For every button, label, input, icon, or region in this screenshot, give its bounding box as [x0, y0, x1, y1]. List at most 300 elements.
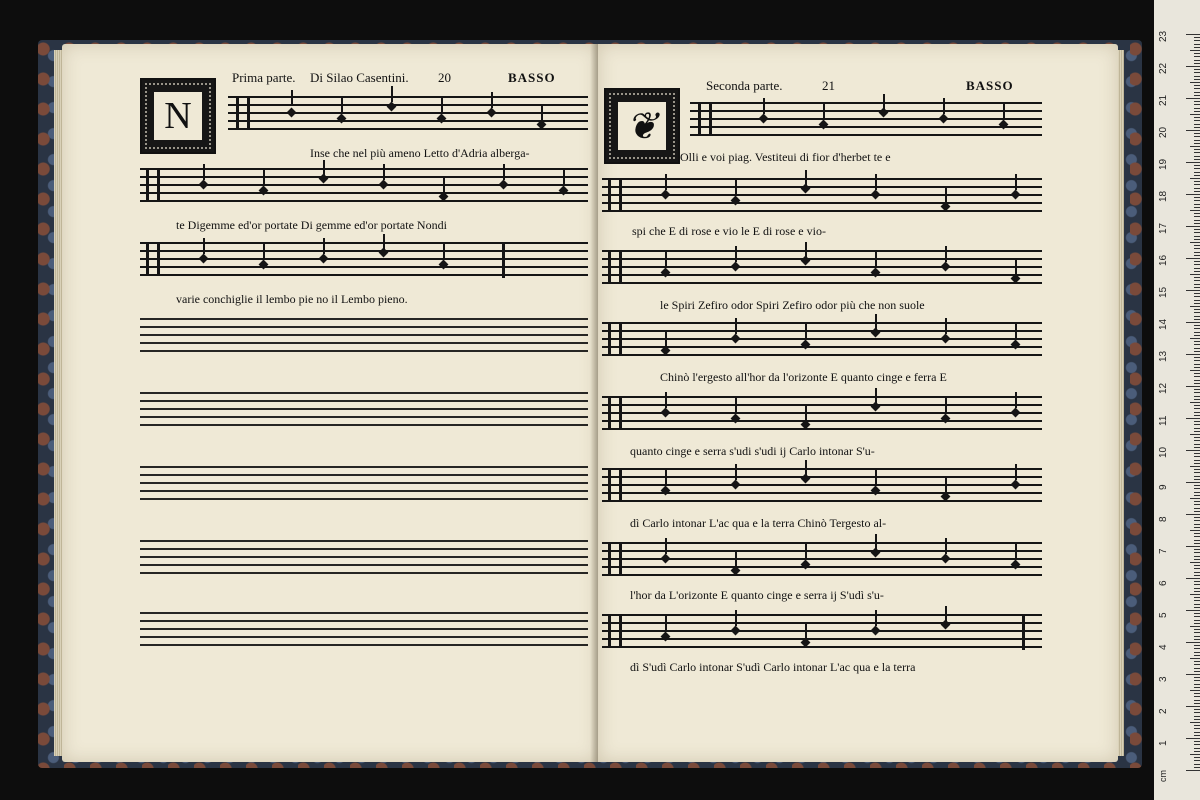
ruler-tick: [1194, 511, 1200, 512]
ruler-tick: [1194, 504, 1200, 505]
ruler-number: 15: [1158, 286, 1169, 298]
right-lyric-7: l'hor da L'orizonte E quanto cinge e serra ij S'udì s'u-: [630, 588, 884, 602]
ruler-tick: [1194, 396, 1200, 397]
ruler-tick: [1194, 220, 1200, 221]
ruler-tick: [1190, 338, 1200, 339]
ruler-tick: [1194, 335, 1200, 336]
right-header-title: Seconda parte.: [706, 78, 783, 93]
ruler-tick: [1194, 188, 1200, 189]
ruler-tick: [1194, 495, 1200, 496]
ruler-tick: [1194, 639, 1200, 640]
ruler-tick: [1186, 98, 1200, 99]
ruler-tick: [1194, 360, 1200, 361]
ruler-tick: [1194, 613, 1200, 614]
left-page-edges: [54, 50, 62, 756]
left-header-prefix: Prima parte.: [232, 70, 296, 85]
ruler-tick: [1186, 450, 1200, 451]
ruler-tick: [1194, 415, 1200, 416]
ruler-tick: [1194, 712, 1200, 713]
right-staff-6: [602, 468, 1042, 504]
ruler-number: 4: [1158, 644, 1169, 650]
ruler-tick: [1186, 642, 1200, 643]
ruler-tick: [1194, 565, 1200, 566]
initial-flourish-icon: ❦: [618, 102, 666, 150]
right-page-number: 21: [822, 78, 835, 93]
ruler-tick: [1194, 472, 1200, 473]
ruler-tick: [1186, 706, 1200, 707]
ruler-tick: [1190, 82, 1200, 83]
ruler-tick: [1186, 514, 1200, 515]
ruler-tick: [1194, 175, 1200, 176]
ruler-tick: [1186, 482, 1200, 483]
left-empty-staff-2: [140, 392, 588, 428]
ruler-tick: [1194, 527, 1200, 528]
ruler-tick: [1194, 197, 1200, 198]
initial-letter: N: [154, 92, 202, 140]
ruler-tick: [1186, 546, 1200, 547]
ruler-tick: [1194, 607, 1200, 608]
ruler-tick: [1194, 543, 1200, 544]
ruler-number: 11: [1158, 415, 1169, 426]
right-staff-4: [602, 322, 1042, 358]
ruler-tick: [1190, 722, 1200, 723]
ruler-tick: [1194, 108, 1200, 109]
ruler-tick: [1194, 600, 1200, 601]
ruler-tick: [1194, 364, 1200, 365]
ruler-tick: [1194, 661, 1200, 662]
ruler-number: 19: [1158, 158, 1169, 170]
ruler-tick: [1194, 575, 1200, 576]
ruler-tick: [1194, 748, 1200, 749]
ruler-tick: [1194, 63, 1200, 64]
ruler-tick: [1186, 258, 1200, 259]
ruler-number: 8: [1158, 516, 1169, 522]
ruler-tick: [1194, 485, 1200, 486]
ruler-tick: [1194, 412, 1200, 413]
ruler-tick: [1194, 380, 1200, 381]
ruler-tick: [1194, 716, 1200, 717]
ruler-number: 20: [1158, 126, 1169, 138]
ruler-tick: [1194, 709, 1200, 710]
ruler-tick: [1194, 463, 1200, 464]
clef-icon: [608, 252, 622, 282]
ruler-tick: [1194, 479, 1200, 480]
ruler-tick: [1194, 117, 1200, 118]
ruler-tick: [1194, 296, 1200, 297]
clef-icon: [608, 324, 622, 354]
ruler-tick: [1194, 559, 1200, 560]
right-staff-3: [602, 250, 1042, 286]
ruler-tick: [1194, 581, 1200, 582]
ruler-tick: [1194, 277, 1200, 278]
ruler-tick: [1194, 492, 1200, 493]
ruler-tick: [1190, 626, 1200, 627]
ruler-tick: [1194, 392, 1200, 393]
ruler-tick: [1194, 325, 1200, 326]
ruler-tick: [1186, 66, 1200, 67]
ruler-tick: [1194, 744, 1200, 745]
right-staff-1: [690, 102, 1042, 138]
ruler-tick: [1194, 213, 1200, 214]
left-staff-1: [228, 96, 588, 132]
ruler-number: 10: [1158, 446, 1169, 458]
ruler-tick: [1194, 428, 1200, 429]
ruler-tick: [1194, 136, 1200, 137]
ruler-tick: [1190, 306, 1200, 307]
ruler-number: 14: [1158, 318, 1169, 330]
ruler-tick: [1194, 271, 1200, 272]
ruler-tick: [1194, 280, 1200, 281]
ruler-unit: cm: [1158, 770, 1168, 782]
ruler-tick: [1194, 399, 1200, 400]
ruler-tick: [1194, 460, 1200, 461]
left-lyric-1: Inse che nel più ameno Letto d'Adria alberga-: [310, 146, 530, 160]
ruler-tick: [1194, 405, 1200, 406]
ruler-tick: [1190, 690, 1200, 691]
ruler-tick: [1194, 44, 1200, 45]
ruler-tick: [1194, 287, 1200, 288]
ruler-tick: [1194, 629, 1200, 630]
ruler-tick: [1194, 312, 1200, 313]
right-lyric-1: Olli e voi piag. Vestiteui di fior d'herbet te e: [680, 150, 891, 164]
ruler-tick: [1194, 671, 1200, 672]
ruler-tick: [1194, 140, 1200, 141]
ruler-tick: [1190, 242, 1200, 243]
clef-icon: [608, 398, 622, 428]
right-voice-label: BASSO: [966, 78, 1014, 93]
ruler-tick: [1194, 207, 1200, 208]
ruler-number: 16: [1158, 254, 1169, 266]
ruler-tick: [1194, 357, 1200, 358]
ruler-tick: [1194, 728, 1200, 729]
left-voice-label: BASSO: [508, 70, 556, 85]
ruler-tick: [1194, 95, 1200, 96]
ruler-tick: [1194, 284, 1200, 285]
ruler-tick: [1194, 520, 1200, 521]
ruler-tick: [1194, 424, 1200, 425]
ruler-tick: [1186, 290, 1200, 291]
ruler-tick: [1194, 255, 1200, 256]
ruler-tick: [1194, 741, 1200, 742]
ruler-number: 21: [1158, 94, 1169, 106]
ruler-tick: [1194, 245, 1200, 246]
ruler-tick: [1194, 568, 1200, 569]
ruler-tick: [1186, 194, 1200, 195]
left-lyric-2: te Digemme ed'or portate Di gemme ed'or portate Nondi: [176, 218, 447, 232]
ruler-tick: [1194, 264, 1200, 265]
ruler-tick: [1190, 402, 1200, 403]
ruler-tick: [1194, 344, 1200, 345]
ruler-tick: [1194, 623, 1200, 624]
ruler-tick: [1194, 143, 1200, 144]
ruler-tick: [1194, 588, 1200, 589]
ruler-tick: [1186, 226, 1200, 227]
ruler-tick: [1194, 735, 1200, 736]
ruler-tick: [1194, 88, 1200, 89]
left-staff-3: [140, 242, 588, 278]
left-header-title: Di Silao Casentini.: [310, 70, 409, 85]
left-page-number: 20: [438, 70, 451, 85]
right-lyric-6: dì Carlo intonar L'ac qua e la terra Chinò Tergesto al-: [630, 516, 887, 530]
ruler-tick: [1194, 293, 1200, 294]
ruler-tick: [1194, 456, 1200, 457]
clef-icon: [698, 104, 712, 134]
ruler-tick: [1194, 389, 1200, 390]
ruler-tick: [1194, 677, 1200, 678]
ruler-tick: [1194, 764, 1200, 765]
clef-icon: [146, 244, 160, 274]
ruler-tick: [1194, 408, 1200, 409]
ruler-tick: [1194, 437, 1200, 438]
ruler-tick: [1194, 37, 1200, 38]
ruler-tick: [1186, 418, 1200, 419]
ruler-tick: [1194, 636, 1200, 637]
ruler-tick: [1194, 652, 1200, 653]
ruler-tick: [1194, 453, 1200, 454]
ruler-tick: [1194, 591, 1200, 592]
ruler-number: 22: [1158, 62, 1169, 74]
ruler-tick: [1190, 114, 1200, 115]
ruler-tick: [1194, 447, 1200, 448]
ruler-tick: [1194, 444, 1200, 445]
ruler-tick: [1190, 594, 1200, 595]
ruler-tick: [1190, 466, 1200, 467]
ruler-tick: [1186, 354, 1200, 355]
ruler-tick: [1194, 120, 1200, 121]
ruler-tick: [1190, 754, 1200, 755]
ruler-tick: [1194, 165, 1200, 166]
ruler-tick: [1194, 668, 1200, 669]
ruler-tick: [1194, 536, 1200, 537]
ruler-tick: [1194, 156, 1200, 157]
ruler-tick: [1194, 252, 1200, 253]
ruler-tick: [1194, 236, 1200, 237]
ruler-number: 12: [1158, 382, 1169, 394]
ruler-tick: [1194, 181, 1200, 182]
ruler-tick: [1194, 60, 1200, 61]
ruler-tick: [1194, 476, 1200, 477]
ruler-tick: [1194, 524, 1200, 525]
ruler-number: 6: [1158, 580, 1169, 586]
left-empty-staff-1: [140, 318, 588, 354]
ruler-tick: [1190, 530, 1200, 531]
ruler-tick: [1194, 383, 1200, 384]
right-staff-7: [602, 542, 1042, 578]
ruler-tick: [1194, 239, 1200, 240]
ruler-tick: [1194, 632, 1200, 633]
ruler-tick: [1194, 376, 1200, 377]
ruler-tick: [1194, 604, 1200, 605]
clef-icon: [236, 98, 250, 128]
ruler-tick: [1194, 332, 1200, 333]
ruler-tick: [1194, 300, 1200, 301]
ruler-tick: [1186, 162, 1200, 163]
ruler-number: 3: [1158, 676, 1169, 682]
ruler-tick: [1186, 386, 1200, 387]
ruler-tick: [1194, 261, 1200, 262]
ruler-number: 13: [1158, 350, 1169, 362]
ruler-tick: [1194, 664, 1200, 665]
ruler-tick: [1194, 152, 1200, 153]
ruler-tick: [1194, 72, 1200, 73]
ruler-number: 18: [1158, 190, 1169, 202]
ruler-tick: [1194, 172, 1200, 173]
ruler-tick: [1194, 268, 1200, 269]
ruler-tick: [1194, 767, 1200, 768]
ruler-tick: [1194, 159, 1200, 160]
ruler-number: 5: [1158, 612, 1169, 618]
ruler-tick: [1186, 770, 1200, 771]
ruler-tick: [1190, 658, 1200, 659]
ruler-tick: [1194, 348, 1200, 349]
ruler-tick: [1194, 351, 1200, 352]
ruler-tick: [1194, 76, 1200, 77]
ruler-tick: [1194, 620, 1200, 621]
ruler-tick: [1194, 149, 1200, 150]
ruler-tick: [1194, 680, 1200, 681]
ruler-number: 9: [1158, 484, 1169, 490]
right-lyric-8: dì S'udì Carlo intonar S'udì Carlo intonar L'ac qua e la terra: [630, 660, 916, 674]
decorated-initial-n: [140, 78, 216, 154]
ruler-tick: [1194, 127, 1200, 128]
right-lyric-5: quanto cinge e serra s'udi s'udi ij Carlo intonar S'u-: [630, 444, 875, 458]
ruler-tick: [1186, 130, 1200, 131]
clef-icon: [608, 470, 622, 500]
ruler-tick: [1194, 168, 1200, 169]
ruler-tick: [1194, 719, 1200, 720]
ruler-tick: [1194, 501, 1200, 502]
ruler-tick: [1194, 367, 1200, 368]
clef-icon: [608, 616, 622, 646]
ruler-tick: [1194, 328, 1200, 329]
ruler-tick: [1194, 693, 1200, 694]
ruler-tick: [1194, 303, 1200, 304]
ruler-number: 2: [1158, 708, 1169, 714]
ruler-tick: [1186, 674, 1200, 675]
ruler-tick: [1194, 549, 1200, 550]
ruler-tick: [1194, 56, 1200, 57]
ruler-tick: [1194, 488, 1200, 489]
ruler-tick: [1190, 370, 1200, 371]
ruler-tick: [1194, 572, 1200, 573]
ruler-tick: [1186, 578, 1200, 579]
ruler-tick: [1194, 757, 1200, 758]
ruler-tick: [1190, 210, 1200, 211]
ruler-tick: [1194, 556, 1200, 557]
ruler-tick: [1194, 645, 1200, 646]
ruler-tick: [1194, 533, 1200, 534]
ruler-tick: [1194, 616, 1200, 617]
clef-icon: [146, 170, 160, 200]
left-empty-staff-5: [140, 612, 588, 648]
ruler-tick: [1194, 248, 1200, 249]
measuring-ruler: [1154, 0, 1200, 800]
ruler-tick: [1194, 232, 1200, 233]
left-empty-staff-4: [140, 540, 588, 576]
ruler-tick: [1194, 40, 1200, 41]
ruler-tick: [1194, 309, 1200, 310]
ruler-tick: [1190, 146, 1200, 147]
ruler-tick: [1194, 373, 1200, 374]
ruler-number: 7: [1158, 548, 1169, 554]
ruler-number: 17: [1158, 222, 1169, 234]
ruler-tick: [1186, 322, 1200, 323]
ruler-tick: [1194, 655, 1200, 656]
ruler-tick: [1190, 562, 1200, 563]
ruler-tick: [1194, 184, 1200, 185]
ruler-number: 1: [1158, 740, 1169, 746]
decorated-initial-c: [604, 88, 680, 164]
ruler-tick: [1194, 703, 1200, 704]
ruler-tick: [1194, 517, 1200, 518]
ruler-tick: [1194, 687, 1200, 688]
ruler-tick: [1194, 431, 1200, 432]
ruler-tick: [1190, 434, 1200, 435]
ruler-tick: [1194, 421, 1200, 422]
ruler-tick: [1194, 760, 1200, 761]
ruler-tick: [1194, 229, 1200, 230]
ruler-tick: [1194, 540, 1200, 541]
ruler-tick: [1194, 696, 1200, 697]
ruler-tick: [1194, 111, 1200, 112]
ruler-tick: [1190, 50, 1200, 51]
ruler-tick: [1194, 725, 1200, 726]
ruler-tick: [1194, 133, 1200, 134]
ruler-tick: [1194, 508, 1200, 509]
ruler-tick: [1194, 104, 1200, 105]
ruler-tick: [1194, 732, 1200, 733]
ruler-tick: [1194, 101, 1200, 102]
ruler-tick: [1194, 648, 1200, 649]
ruler-tick: [1194, 319, 1200, 320]
ruler-tick: [1194, 85, 1200, 86]
ruler-tick: [1194, 584, 1200, 585]
ruler-tick: [1194, 341, 1200, 342]
ruler-tick: [1190, 274, 1200, 275]
ruler-tick: [1186, 738, 1200, 739]
ruler-tick: [1194, 751, 1200, 752]
ruler-tick: [1194, 440, 1200, 441]
ruler-tick: [1194, 79, 1200, 80]
ruler-tick: [1186, 34, 1200, 35]
ruler-tick: [1194, 53, 1200, 54]
right-staff-8: [602, 614, 1042, 650]
ruler-tick: [1194, 92, 1200, 93]
ruler-tick: [1194, 552, 1200, 553]
ruler-tick: [1194, 124, 1200, 125]
ruler-tick: [1190, 498, 1200, 499]
right-staff-5: [602, 396, 1042, 432]
right-lyric-4: Chinò l'ergesto all'hor da l'orizonte E quanto cinge e ferra E: [660, 370, 947, 384]
ruler-tick: [1190, 178, 1200, 179]
ruler-number: 23: [1158, 30, 1169, 42]
ruler-tick: [1194, 204, 1200, 205]
left-empty-staff-3: [140, 466, 588, 502]
ruler-tick: [1194, 684, 1200, 685]
ruler-tick: [1186, 610, 1200, 611]
right-lyric-2: spi che E di rose e vio le E di rose e vio-: [632, 224, 826, 238]
ruler-tick: [1194, 223, 1200, 224]
left-staff-2: [140, 168, 588, 204]
clef-icon: [608, 544, 622, 574]
ruler-tick: [1194, 216, 1200, 217]
right-lyric-3: le Spiri Zefiro odor Spiri Zefiro odor più che non suole: [660, 298, 925, 312]
ruler-tick: [1194, 69, 1200, 70]
ruler-tick: [1194, 700, 1200, 701]
ruler-tick: [1194, 469, 1200, 470]
ruler-tick: [1194, 597, 1200, 598]
ruler-tick: [1194, 47, 1200, 48]
